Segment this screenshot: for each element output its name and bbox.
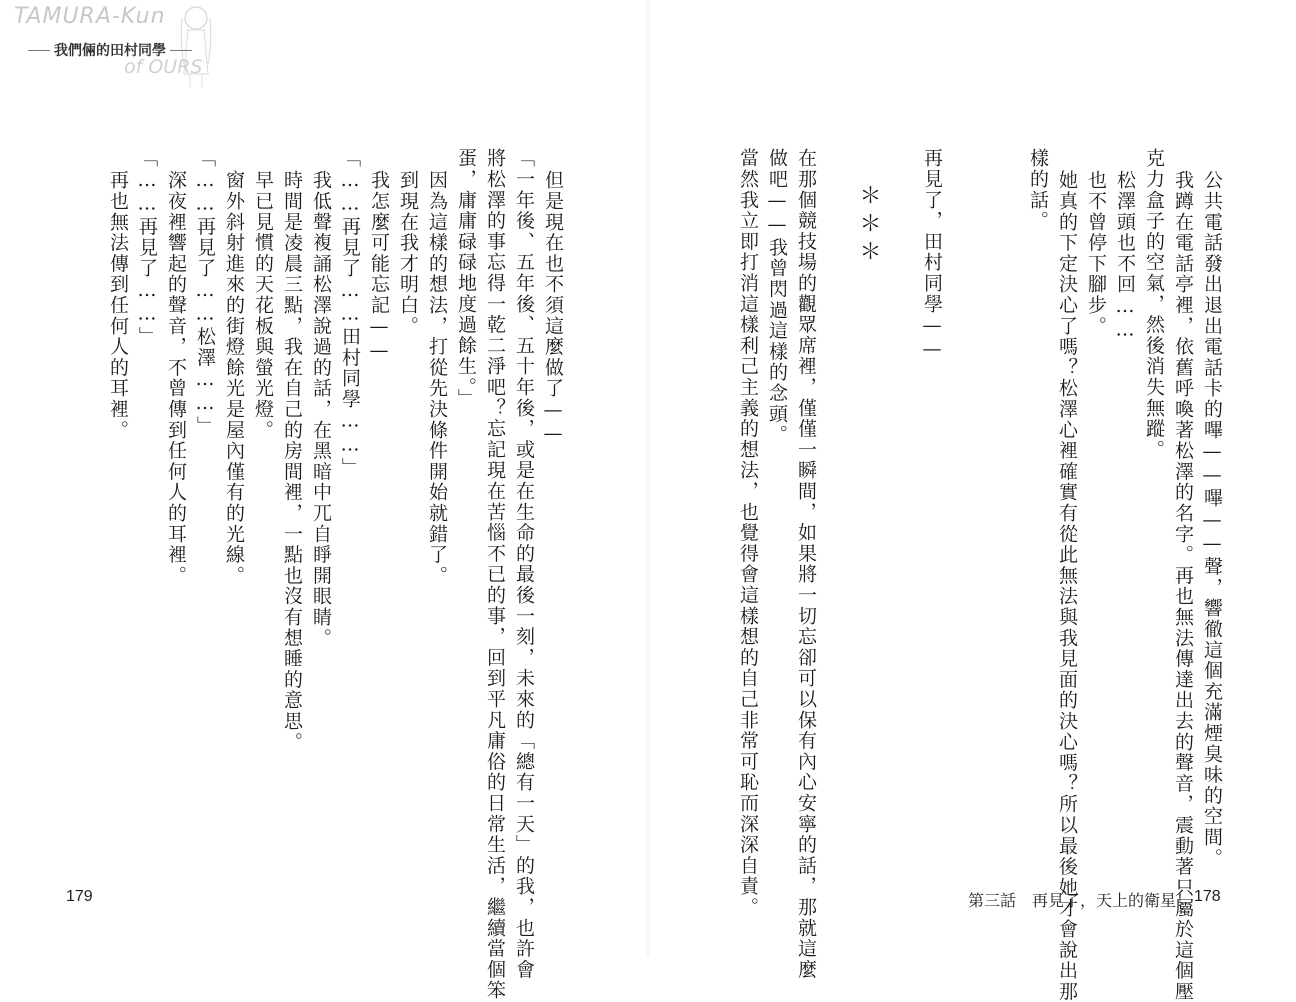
text-line: 深夜裡響起的聲音，不曾傳到任何人的耳裡。: [165, 170, 187, 586]
text-line: 「……再見了……松澤……」: [194, 148, 216, 437]
text-line: 克力盒子的空氣，然後消失無蹤。: [1143, 148, 1165, 460]
text-line: 時間是凌晨三點，我在自己的房間裡，一點也沒有想睡的意思。: [281, 170, 303, 753]
text-line: 到現在我才明白。: [397, 170, 419, 337]
text-line: 當然我立即打消這樣利己主義的想法，也覺得會這樣想的自己非常可恥而深深自責。: [737, 148, 759, 918]
text-line: 將松澤的事忘得一乾二淨吧？忘記現在苦惱不已的事，回到平凡庸俗的日常生活，繼續當個笨: [484, 148, 506, 1001]
text-line: 但是現在也不須這麼做了——: [542, 170, 564, 447]
text-line: 「……再見了……」: [136, 148, 158, 348]
text-line: 「……再見了……田村同學……」: [339, 148, 361, 478]
text-line: 再也無法傳到任何人的耳裡。: [107, 170, 129, 441]
text-line: 我低聲複誦松澤說過的話，在黑暗中兀自睜開眼睛。: [310, 170, 332, 649]
series-logo-suffix: of OURS: [124, 56, 203, 78]
text-line: 也不曾停下腳步。: [1085, 170, 1107, 337]
text-line: 因為這樣的想法，打從先決條件開始就錯了。: [426, 170, 448, 586]
page-number-right: 178: [1194, 888, 1221, 905]
page-number-left: 179: [66, 888, 93, 905]
text-line: 「一年後、五年後、五十年後，或是在生命的最後一刻，未來的「總有一天」的我，也許會: [513, 148, 535, 980]
running-header: [14, 4, 234, 90]
chapter-title-footer: 第三話 再見了，天上的衛星！: [968, 893, 1193, 910]
text-line: 她真的下定決心了嗎？松澤心裡確實有從此無法與我見面的決心嗎？所以最後她才會說出那: [1056, 170, 1078, 1002]
section-break: ＊＊＊: [856, 184, 881, 268]
text-line: 松澤頭也不回……: [1114, 170, 1136, 343]
text-line: 做吧——我曾閃過這樣的念頭。: [766, 148, 788, 446]
series-title: 我們倆的田村同學: [24, 40, 196, 60]
text-line: 窗外斜射進來的街燈餘光是屋內僅有的光線。: [223, 170, 245, 586]
text-line: 我蹲在電話亭裡，依舊呼喚著松澤的名字。再也無法傳達出去的聲音，震動著只屬於這個壓: [1172, 170, 1194, 1002]
text-line: 早已見慣的天花板與螢光燈。: [252, 170, 274, 441]
text-line: 在那個競技場的觀眾席裡，僅僅一瞬間，如果將一切忘卻可以保有內心安寧的話，那就這麼: [795, 148, 817, 980]
series-logo: TAMURA-Kun: [14, 4, 166, 29]
text-line: 再見了，田村同學——: [921, 148, 943, 362]
text-line: 蛋，庸庸碌碌地度過餘生。」: [455, 148, 477, 409]
text-line: 公共電話發出退出電話卡的嗶——嗶——聲，響徹這個充滿煙臭味的空間。: [1201, 170, 1223, 869]
text-line: 我怎麼可能忘記——: [368, 170, 390, 364]
text-line: 樣的話。: [1027, 148, 1049, 232]
page-gutter: [646, 0, 650, 958]
